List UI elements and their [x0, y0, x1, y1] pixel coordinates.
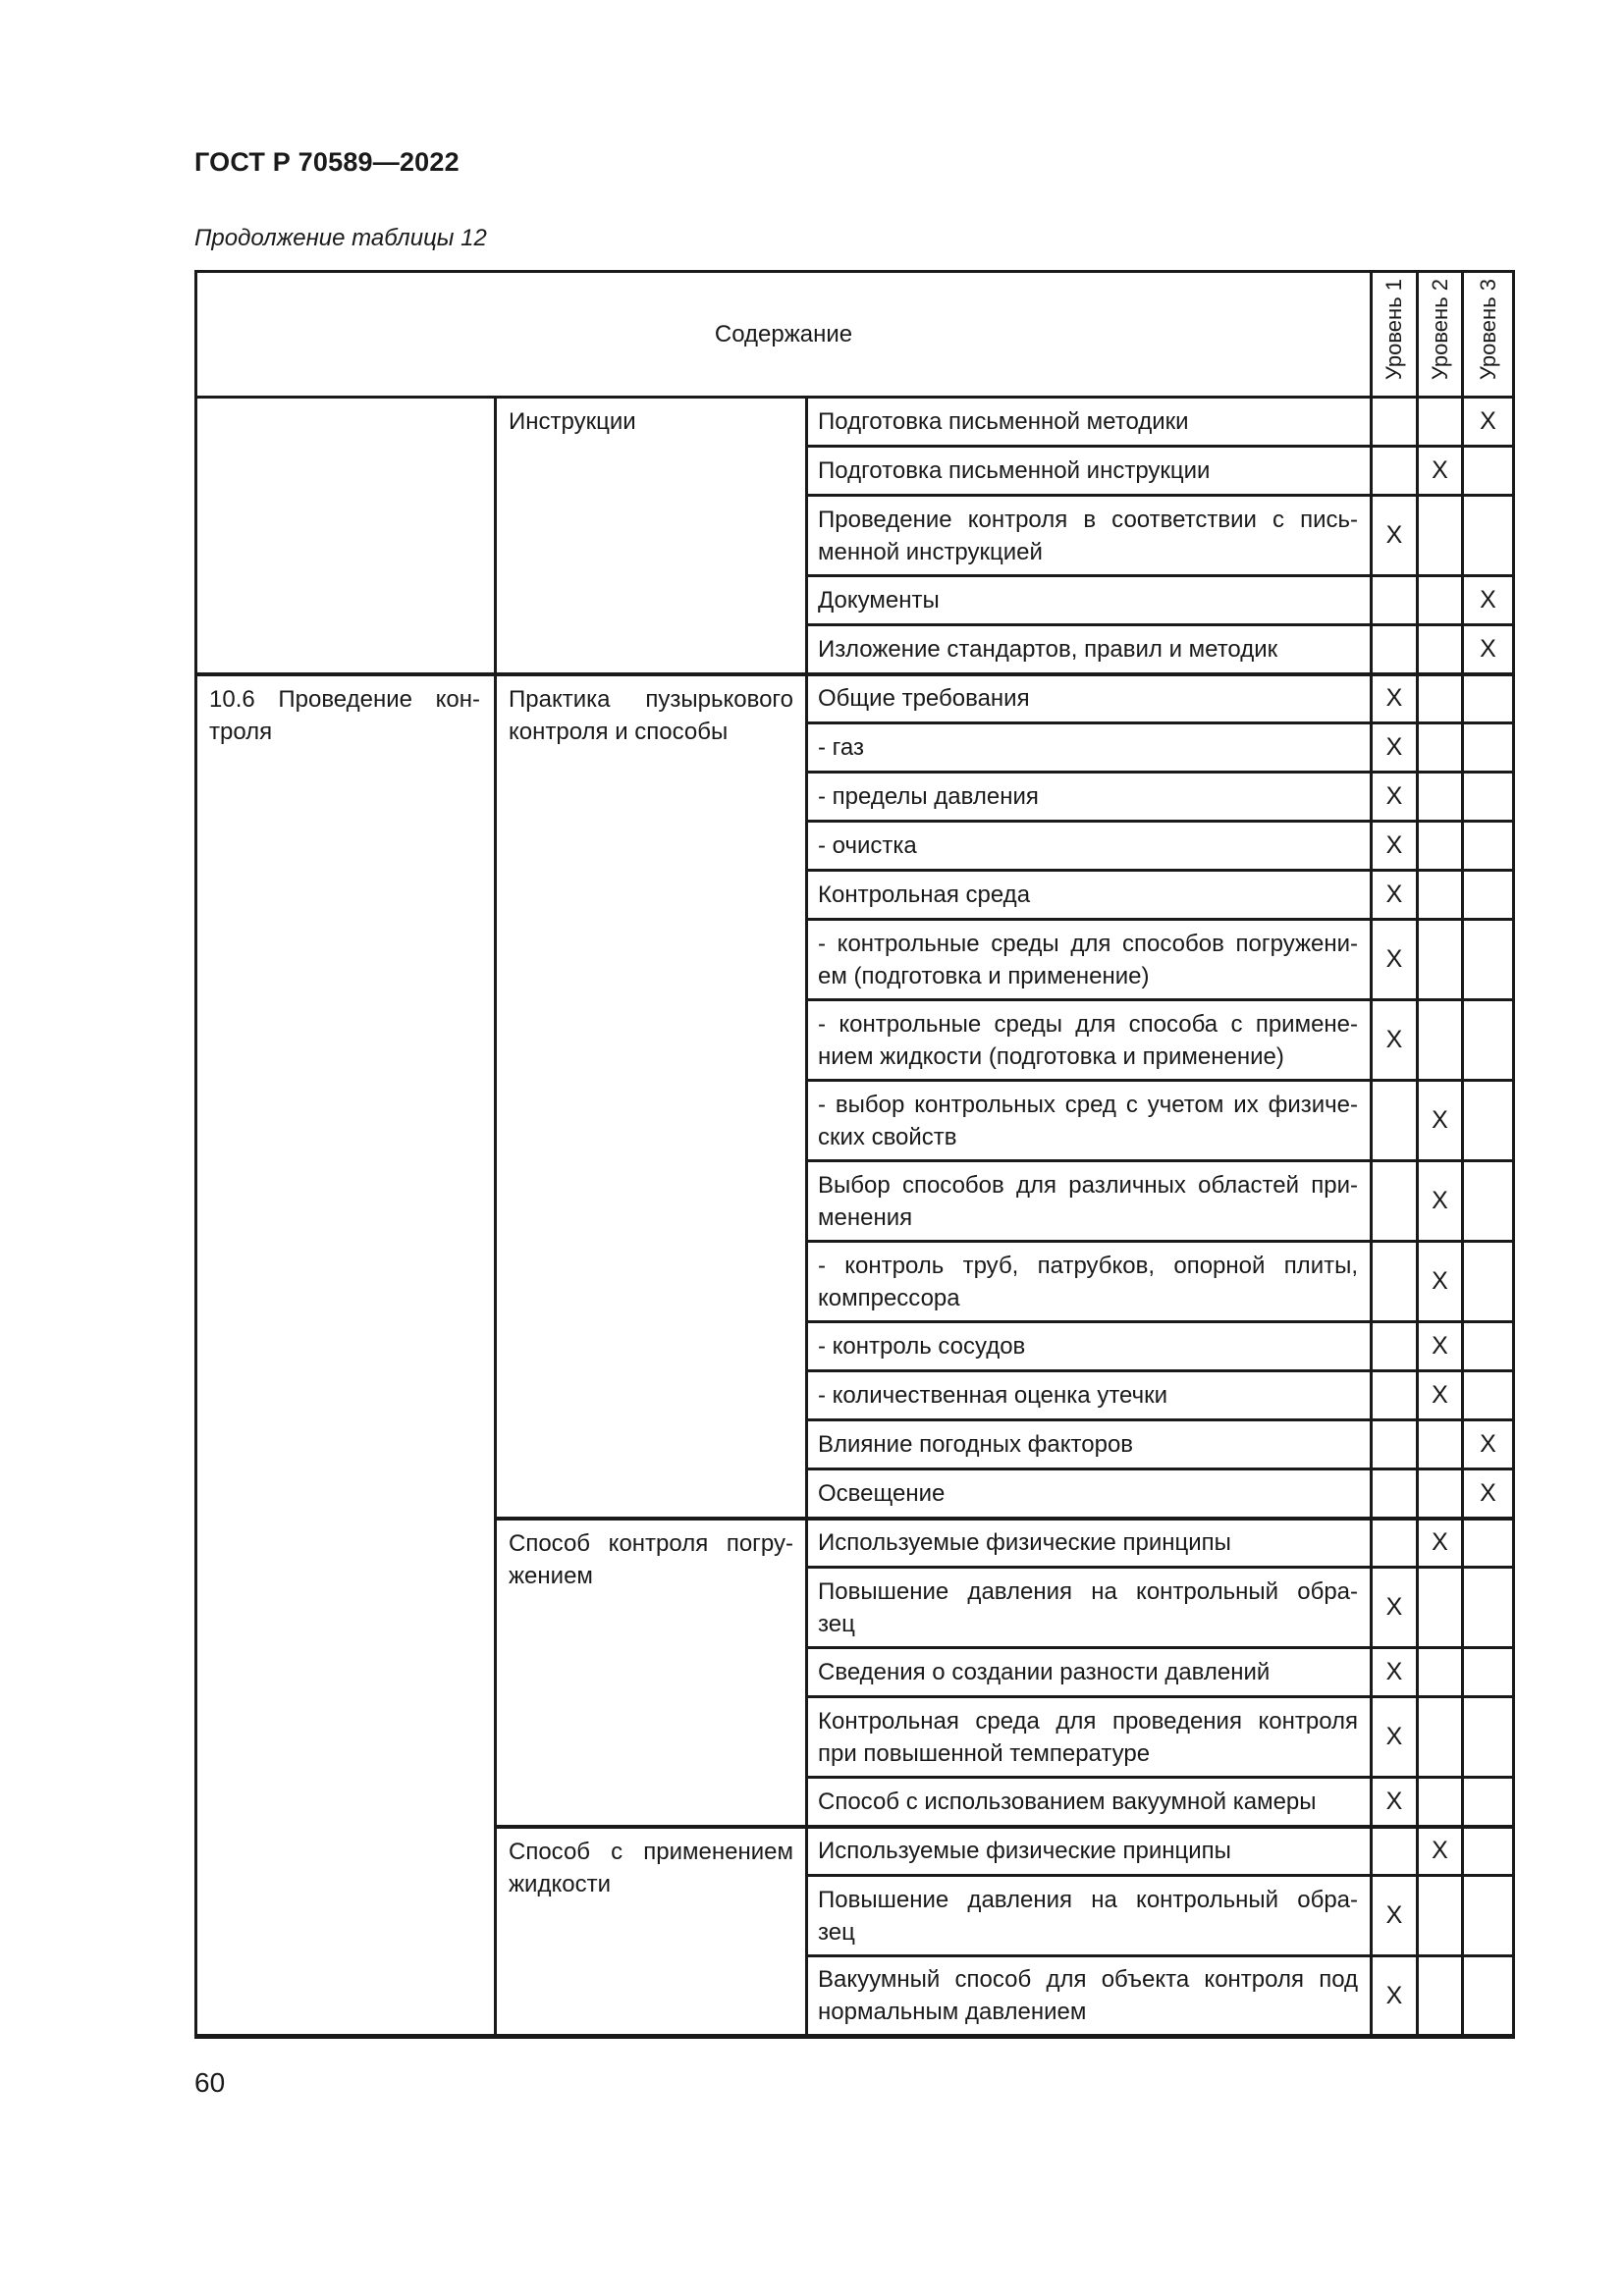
content-cell: Повышение давления на контрольный обра- зец	[807, 1568, 1372, 1648]
level2-mark: X	[1418, 1371, 1463, 1420]
level1-mark: X	[1372, 496, 1418, 576]
table-header-row	[196, 272, 1514, 398]
content-cell: Способ с использованием вакуумной камеры	[807, 1778, 1372, 1827]
level3-mark	[1463, 773, 1514, 822]
level3-mark: X	[1463, 625, 1514, 674]
content-cell: - выбор контрольных сред с учетом их физиче- ских свойств	[807, 1081, 1372, 1161]
level3-mark	[1463, 871, 1514, 920]
level1-mark	[1372, 1420, 1418, 1469]
content-cell: - очистка	[807, 822, 1372, 871]
level2-mark	[1418, 1956, 1463, 2037]
content-cell: Изложение стандартов, правил и методик	[807, 625, 1372, 674]
content-cell: Вакуумный способ для объекта контроля под нормальным давлением	[807, 1956, 1372, 2037]
level1-mark: X	[1372, 1648, 1418, 1697]
level1-mark: X	[1372, 1956, 1418, 2037]
content-cell: Используемые физические принципы	[807, 1827, 1372, 1876]
level1-mark: X	[1372, 1778, 1418, 1827]
level3-mark	[1463, 1161, 1514, 1242]
level3-mark	[1463, 1956, 1514, 2037]
level2-mark: X	[1418, 1519, 1463, 1568]
content-cell: Общие требования	[807, 674, 1372, 723]
level1-mark: X	[1372, 1876, 1418, 1956]
level3-mark	[1463, 1519, 1514, 1568]
level2-mark: X	[1418, 1242, 1463, 1322]
header-level2-cell	[1418, 272, 1463, 398]
level3-mark	[1463, 723, 1514, 773]
level3-mark	[1463, 1081, 1514, 1161]
content-cell: - пределы давления	[807, 773, 1372, 822]
level3-mark: X	[1463, 576, 1514, 625]
level2-mark	[1418, 920, 1463, 1000]
level2-mark	[1418, 674, 1463, 723]
level2-mark: X	[1418, 1322, 1463, 1371]
level1-mark	[1372, 1827, 1418, 1876]
level2-mark	[1418, 871, 1463, 920]
level3-mark	[1463, 1827, 1514, 1876]
level3-mark	[1463, 1876, 1514, 1956]
content-cell: Выбор способов для различных областей при- менения	[807, 1161, 1372, 1242]
content-cell: Используемые физические принципы	[807, 1519, 1372, 1568]
level3-mark	[1463, 447, 1514, 496]
level3-mark	[1463, 496, 1514, 576]
section-cell: 10.6 Проведение кон- троля	[196, 674, 496, 2037]
level2-mark: X	[1418, 1827, 1463, 1876]
level2-mark	[1418, 822, 1463, 871]
level3-mark: X	[1463, 1420, 1514, 1469]
content-cell: Подготовка письменной инструкции	[807, 447, 1372, 496]
level1-mark	[1372, 398, 1418, 447]
table-row	[196, 674, 1514, 723]
level2-mark: X	[1418, 1161, 1463, 1242]
level1-mark: X	[1372, 920, 1418, 1000]
content-cell: Влияние погодных факторов	[807, 1420, 1372, 1469]
header-level1-cell	[1372, 272, 1418, 398]
header-level3-cell	[1463, 272, 1514, 398]
level3-mark	[1463, 674, 1514, 723]
level3-mark	[1463, 1242, 1514, 1322]
level3-mark	[1463, 1322, 1514, 1371]
level1-mark: X	[1372, 871, 1418, 920]
level1-label: Уровень 1	[1381, 279, 1407, 381]
level2-mark	[1418, 723, 1463, 773]
level2-mark	[1418, 1778, 1463, 1827]
level1-mark	[1372, 576, 1418, 625]
content-cell: - контрольные среды для способа с примене- нием жидкости (подготовка и применение)	[807, 1000, 1372, 1081]
level2-mark	[1418, 1697, 1463, 1778]
table-row	[196, 398, 1514, 447]
content-cell: - газ	[807, 723, 1372, 773]
level2-mark: X	[1418, 1081, 1463, 1161]
level3-mark	[1463, 1568, 1514, 1648]
level2-mark: X	[1418, 447, 1463, 496]
level3-mark	[1463, 1000, 1514, 1081]
level2-mark	[1418, 1648, 1463, 1697]
level1-mark: X	[1372, 723, 1418, 773]
level1-mark	[1372, 1371, 1418, 1420]
content-cell: - контроль труб, патрубков, опорной плиты, компрессора	[807, 1242, 1372, 1322]
level3-mark: X	[1463, 1469, 1514, 1519]
level2-mark	[1418, 773, 1463, 822]
content-cell: Контрольная среда	[807, 871, 1372, 920]
level1-mark	[1372, 1242, 1418, 1322]
requirements-table	[194, 270, 1515, 2039]
level2-mark	[1418, 1568, 1463, 1648]
level2-mark	[1418, 1469, 1463, 1519]
level3-label: Уровень 3	[1475, 279, 1500, 381]
table-caption: Продолжение таблицы 12	[194, 225, 487, 251]
level1-mark: X	[1372, 1697, 1418, 1778]
level2-mark	[1418, 1420, 1463, 1469]
level2-mark	[1418, 625, 1463, 674]
level1-mark: X	[1372, 773, 1418, 822]
level1-mark	[1372, 625, 1418, 674]
level1-mark: X	[1372, 822, 1418, 871]
topic-cell: Практика пузырькового контроля и способы	[496, 674, 807, 1519]
level1-mark	[1372, 1081, 1418, 1161]
content-cell: Освещение	[807, 1469, 1372, 1519]
level3-mark	[1463, 1371, 1514, 1420]
topic-cell: Способ контроля погру- жением	[496, 1519, 807, 1827]
level3-mark	[1463, 822, 1514, 871]
content-cell: Контрольная среда для проведения контроля при повышенной температуре	[807, 1697, 1372, 1778]
level1-mark	[1372, 1322, 1418, 1371]
level3-mark	[1463, 1778, 1514, 1827]
content-cell: Подготовка письменной методики	[807, 398, 1372, 447]
level1-mark	[1372, 1161, 1418, 1242]
content-cell: Повышение давления на контрольный обра- зец	[807, 1876, 1372, 1956]
level2-mark	[1418, 496, 1463, 576]
level1-mark	[1372, 1469, 1418, 1519]
page-number: 60	[194, 2067, 226, 2098]
document-code: ГОСТ Р 70589—2022	[194, 147, 460, 177]
level3-mark	[1463, 1697, 1514, 1778]
section-cell	[196, 398, 496, 674]
content-cell: - количественная оценка утечки	[807, 1371, 1372, 1420]
level3-mark: X	[1463, 398, 1514, 447]
content-cell: Сведения о создании разности давлений	[807, 1648, 1372, 1697]
header-content-cell: Содержание	[196, 272, 1372, 398]
content-cell: Проведение контроля в соответствии с пись- менной инструкцией	[807, 496, 1372, 576]
level3-mark	[1463, 1648, 1514, 1697]
level2-mark	[1418, 1876, 1463, 1956]
topic-cell: Инструкции	[496, 398, 807, 674]
level1-mark: X	[1372, 1000, 1418, 1081]
content-cell: - контрольные среды для способов погружени- ем (подготовка и применение)	[807, 920, 1372, 1000]
topic-cell: Способ с применением жидкости	[496, 1827, 807, 2037]
level3-mark	[1463, 920, 1514, 1000]
level2-mark	[1418, 1000, 1463, 1081]
level1-mark: X	[1372, 674, 1418, 723]
level2-label: Уровень 2	[1427, 279, 1452, 381]
level2-mark	[1418, 576, 1463, 625]
level1-mark	[1372, 447, 1418, 496]
content-cell: Документы	[807, 576, 1372, 625]
level2-mark	[1418, 398, 1463, 447]
content-cell: - контроль сосудов	[807, 1322, 1372, 1371]
level1-mark: X	[1372, 1568, 1418, 1648]
level1-mark	[1372, 1519, 1418, 1568]
